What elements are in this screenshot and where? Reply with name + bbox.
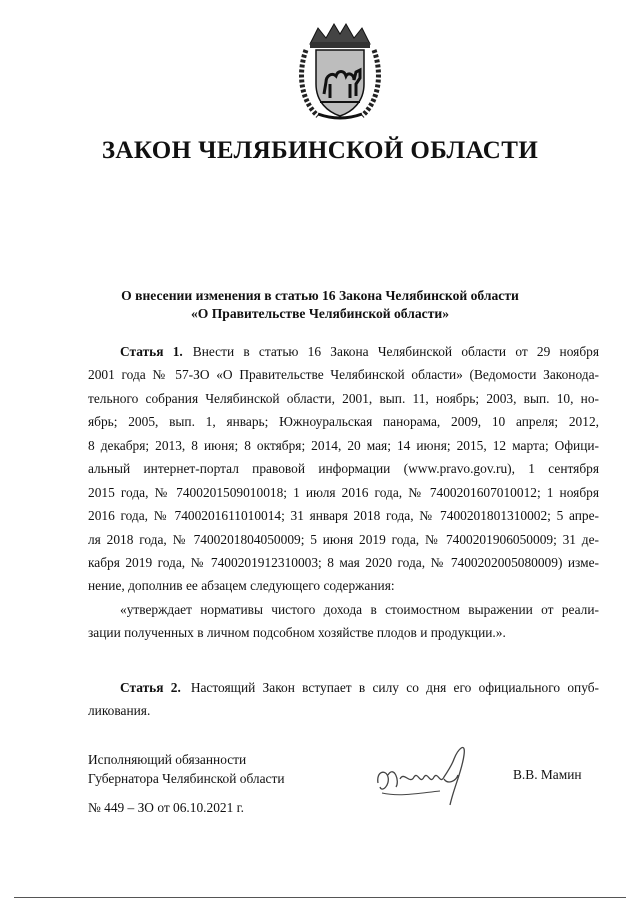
quoted-paragraph-line: «утверждает нормативы чистого дохода в стоимостном выражении от реали- <box>120 601 599 617</box>
article-2-label: Статья 2. <box>120 680 181 695</box>
article-1-line: альный интернет-портал правовой информации (www.pravo.gov.ru), 1 сентября <box>88 461 599 477</box>
article-2-line: Статья 2. Настоящий Закон вступает в силу со дня его официального опуб- <box>120 680 599 695</box>
article-1-line: нение, дополнив ее абзацем следующего содержания: <box>88 578 395 594</box>
signatory-position <box>88 750 285 788</box>
law-number-date: № 449 – ЗО от 06.10.2021 г. <box>88 800 244 815</box>
article-2 <box>88 676 599 723</box>
signatory-name: В.В. Мамин <box>513 767 582 782</box>
subtitle-line-1: О внесении изменения в статью 16 Закона Челябинской области <box>121 288 519 303</box>
article-1-line: ля 2018 года, № 7400201804050009; 5 июня 2019 года, № 7400201906050009; 31 де- <box>88 531 599 547</box>
law-title: ЗАКОН ЧЕЛЯБИНСКОЙ ОБЛАСТИ <box>101 137 539 164</box>
article-1-line: тельного собрания Челябинской области, 2001, вып. 11, ноябрь; 2003, вып. 10, но- <box>88 390 599 406</box>
article-1-line: Статья 1. Внести в статью 16 Закона Челябинской области от 29 ноября <box>120 344 599 359</box>
chelyabinsk-coat-of-arms-icon <box>296 22 384 122</box>
article-1 <box>88 340 599 645</box>
quoted-paragraph-line: зации полученных в личном подсобном хозяйстве плодов и продукции.». <box>88 625 506 641</box>
article-1-line: 2001 года № 57-ЗО «О Правительстве Челябинской области» (Ведомости Законода- <box>88 367 599 383</box>
handwritten-signature <box>370 735 480 820</box>
article-1-line: ябрь; 2005, вып. 1, январь; Южноуральская панорама, 2009, 10 апреля; 2012, <box>88 414 599 430</box>
article-1-line: кабря 2019 года, № 7400201912310003; 8 мая 2020 года, № 7400202005080009) изме- <box>88 554 599 570</box>
article-1-line: 8 декабря; 2013, 8 июня; 8 октября; 2014, 20 мая; 14 июня; 2015, 12 марта; Офици- <box>88 437 599 453</box>
position-line-2: Губернатора Челябинской области <box>88 771 285 786</box>
subtitle-line-2: «О Правительстве Челябинской области» <box>190 306 450 321</box>
article-1-label: Статья 1. <box>120 344 183 359</box>
position-line-1: Исполняющий обязанности <box>88 752 247 767</box>
law-subtitle <box>0 287 640 323</box>
article-1-line: 2015 года, № 7400201509010018; 1 июля 2016 года, № 7400201607010012; 1 ноября <box>88 484 599 500</box>
article-2-line: ликования. <box>88 703 151 719</box>
article-1-line: 2016 года, № 7400201611010014; 31 января 2018 года, № 7400201801310002; 5 апре- <box>88 508 599 524</box>
page-bottom-line <box>14 897 626 898</box>
